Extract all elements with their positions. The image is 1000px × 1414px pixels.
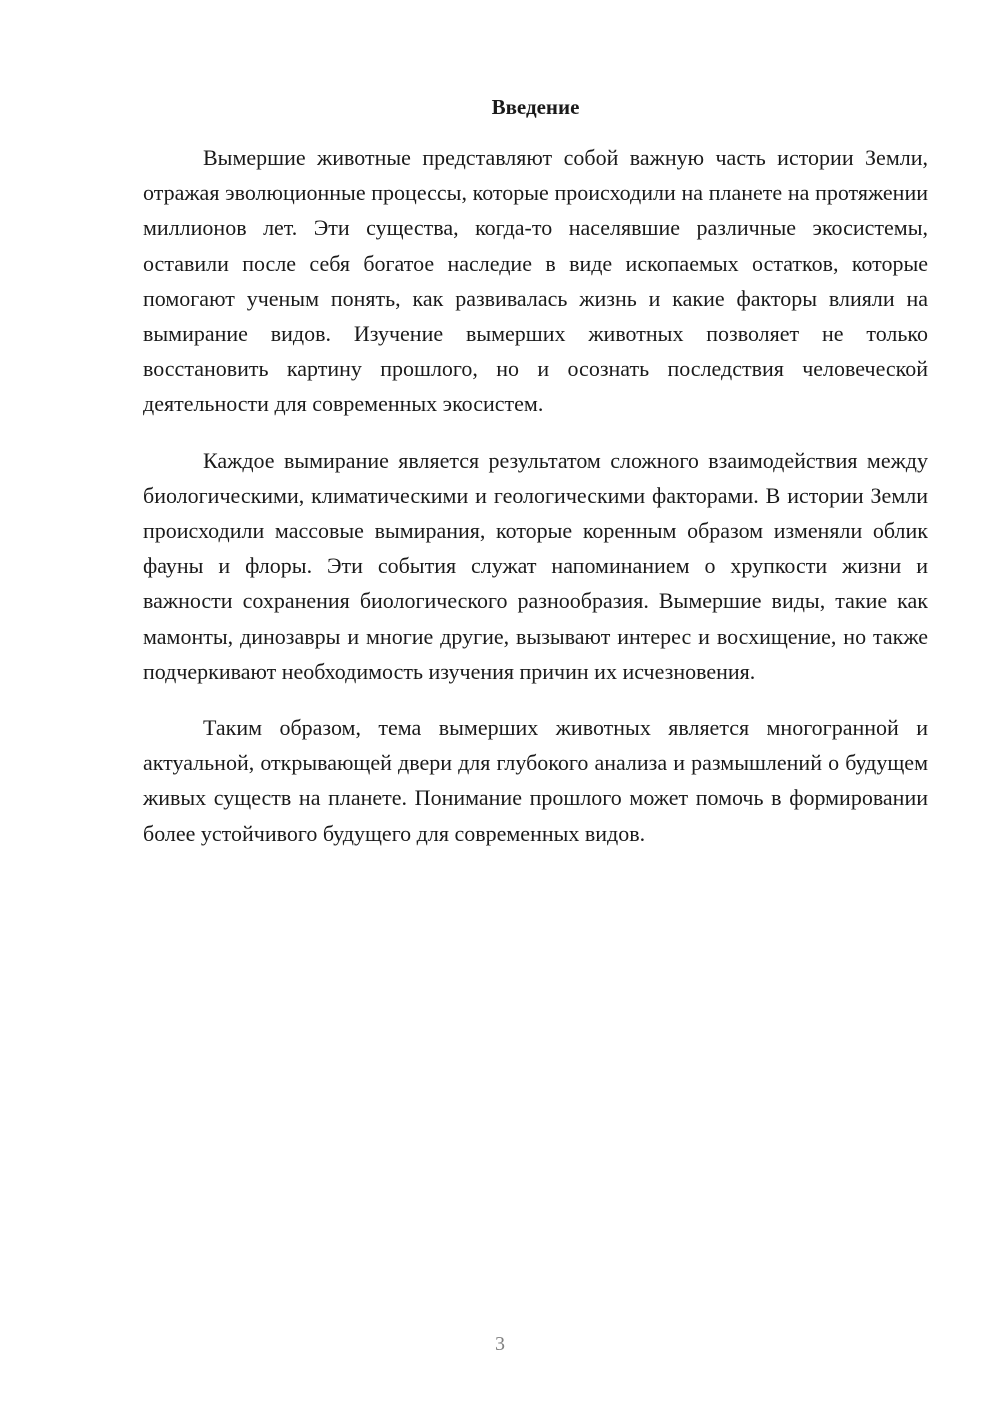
paragraph-2: Каждое вымирание является результатом сложного взаимодействия между биологическими, климатическими и геологическими факторами. В истории Земли происходили массовые вымирания, которые коренным образом изменяли облик фауны и флоры. Эти события служат напоминанием о хрупкости жизни и важности сохранения биологического разнообразия. Вымершие виды, такие как мамонты, динозавры и многие другие, вызывают интерес и восхищение, но также подчеркивают необходимость изучения причин их исчезновения. xyxy=(143,447,928,684)
page-content xyxy=(143,92,928,872)
paragraph-3: Таким образом, тема вымерших животных является многогранной и актуальной, открывающей двери для глубокого анализа и размышлений о будущем живых существ на планете. Понимание прошлого может помочь в формировании более устойчивого будущего для современных видов. xyxy=(143,715,928,846)
page-number: 3 xyxy=(495,1333,505,1355)
paragraph-1: Вымершие животные представляют собой важную часть истории Земли, отражая эволюционные процессы, которые происходили на планете на протяжении миллионов лет. Эти существа, когда-то населявшие различные экосистемы, оставили после себя богатое наследие в виде ископаемых остатков, которые помогают ученым понять, как развивалась жизнь и какие факторы влияли на вымирание видов. Изучение вымерших животных позволяет не только восстановить картину прошлого, но и осознать последствия человеческой деятельности для современных экосистем. xyxy=(143,145,928,417)
section-heading: Введение xyxy=(491,95,580,119)
